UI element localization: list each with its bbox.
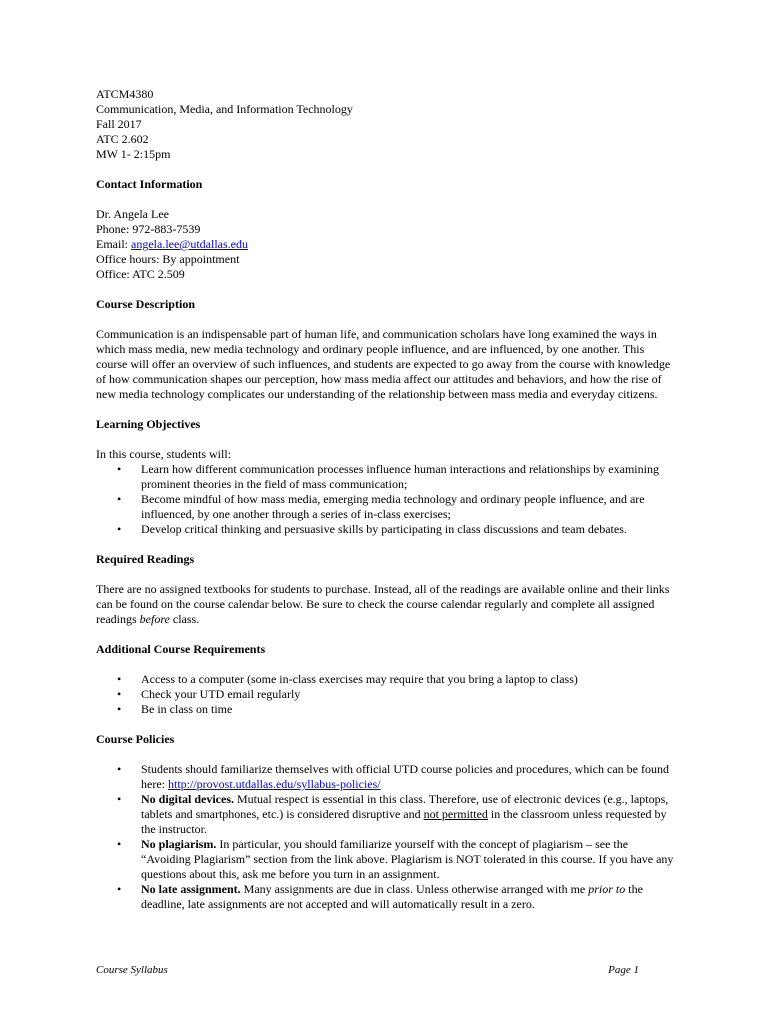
requirements-list <box>96 672 676 717</box>
policy-text: in the classroom unless requested by the instructor. <box>141 807 667 836</box>
bullet: • <box>117 792 122 806</box>
policy-title: No late assignment. <box>141 882 241 896</box>
list-item <box>96 462 676 492</box>
objective-text: Develop critical thinking and persuasive skills by participating in class discussions and team debates. <box>141 522 627 536</box>
objectives-intro: In this course, students will: <box>96 447 231 461</box>
bullet: • <box>117 462 122 476</box>
objectives-heading: Learning Objectives <box>96 417 201 431</box>
office-hours: Office hours: By appointment <box>96 252 240 266</box>
contact-block <box>96 207 676 282</box>
footer-title: Course Syllabus <box>96 964 168 976</box>
policies-heading: Course Policies <box>96 732 175 746</box>
course-code: ATCM4380 <box>96 87 154 101</box>
policy-title: No digital devices. <box>141 792 234 806</box>
list-item <box>96 522 676 537</box>
readings-emphasis: before <box>139 612 170 626</box>
page-number: Page 1 <box>608 964 639 976</box>
list-item <box>96 492 676 522</box>
readings-text <box>96 582 676 627</box>
bullet: • <box>117 522 122 536</box>
objective-text: Learn how different communication processes influence human interactions and relationships by examining prominent theories in the field of mass communication; <box>141 462 659 491</box>
email-label: Email: <box>96 237 131 251</box>
list-item <box>96 687 676 702</box>
requirements-heading: Additional Course Requirements <box>96 642 266 656</box>
policies-link[interactable]: http://provost.utdallas.edu/syllabus-policies/ <box>167 777 381 791</box>
policy-text: the deadline, late assignments are not accepted and will automatically result in a zero. <box>141 882 643 911</box>
course-title: Communication, Media, and Information Technology <box>96 102 353 116</box>
instructor-email-link[interactable]: angela.lee@utdallas.edu <box>131 237 248 251</box>
list-item <box>96 837 676 882</box>
description-heading: Course Description <box>96 297 195 311</box>
policy-underline: not permitted <box>423 807 488 821</box>
bullet: • <box>117 762 122 776</box>
requirement-text: Be in class on time <box>141 702 233 716</box>
course-term: Fall 2017 <box>96 117 142 131</box>
syllabus-page <box>96 87 676 912</box>
requirement-text: Access to a computer (some in-class exercises may require that you bring a laptop to class) <box>141 672 578 686</box>
description-text: Communication is an indispensable part of human life, and communication scholars have long examined the ways in which mass media, new media technology and ordinary people influence, and are influenced, by one another. This course will offer an overview of such influences, and students are expected to go away from the course with knowledge of how communication shapes our perception, how mass media affect our attitudes and behaviors, and how the rise of new media technology complicates our understanding of the relationship between mass media and everyday citizens. <box>96 327 671 401</box>
office-location: Office: ATC 2.509 <box>96 267 185 281</box>
policies-list <box>96 762 676 912</box>
instructor-phone: Phone: 972-883-7539 <box>96 222 201 236</box>
requirement-text: Check your UTD email regularly <box>141 687 301 701</box>
contact-heading: Contact Information <box>96 177 203 191</box>
policy-text: Many assignments are due in class. Unless otherwise arranged with me <box>240 882 589 896</box>
objective-text: Become mindful of how mass media, emerging media technology and ordinary people influence, and are influenced, by one another through a series of in-class exercises; <box>141 492 645 521</box>
course-schedule: MW 1- 2:15pm <box>96 147 171 161</box>
policy-text: In particular, you should familiarize yourself with the concept of plagiarism – see the “Avoiding Plagiarism” section from the link above. Plagiarism is NOT tolerated in this course. If you have any questions about this, ask me before you turn in an assignment. <box>141 837 674 881</box>
policy-text: Students should familiarize themselves with official UTD course policies and procedures, which can be found here: <box>141 762 669 791</box>
instructor-name: Dr. Angela Lee <box>96 207 169 221</box>
instructor-email-line <box>96 237 676 252</box>
readings-text-end: class. <box>169 612 200 626</box>
bullet: • <box>117 702 122 716</box>
page-footer <box>96 963 639 978</box>
list-item <box>96 792 676 837</box>
readings-text-main: There are no assigned textbooks for students to purchase. Instead, all of the readings are available online and their links can be found on the course calendar below. Be sure to check the course calendar regularly and complete all assigned readings <box>96 582 670 626</box>
course-room: ATC 2.602 <box>96 132 149 146</box>
policy-text: Mutual respect is essential in this class. Therefore, use of electronic devices (e.g., laptops, tablets and smartphones, etc.) is considered disruptive and <box>141 792 669 821</box>
readings-heading: Required Readings <box>96 552 195 566</box>
list-item <box>96 672 676 687</box>
bullet: • <box>117 687 122 701</box>
list-item <box>96 882 676 912</box>
bullet: • <box>117 492 122 506</box>
list-item <box>96 702 676 717</box>
bullet: • <box>117 837 122 851</box>
bullet: • <box>117 882 122 896</box>
course-header <box>96 87 676 162</box>
bullet: • <box>117 672 122 686</box>
policy-emphasis: prior to <box>588 882 626 896</box>
list-item <box>96 762 676 792</box>
objectives-list <box>96 462 676 537</box>
policy-title: No plagiarism. <box>141 837 217 851</box>
